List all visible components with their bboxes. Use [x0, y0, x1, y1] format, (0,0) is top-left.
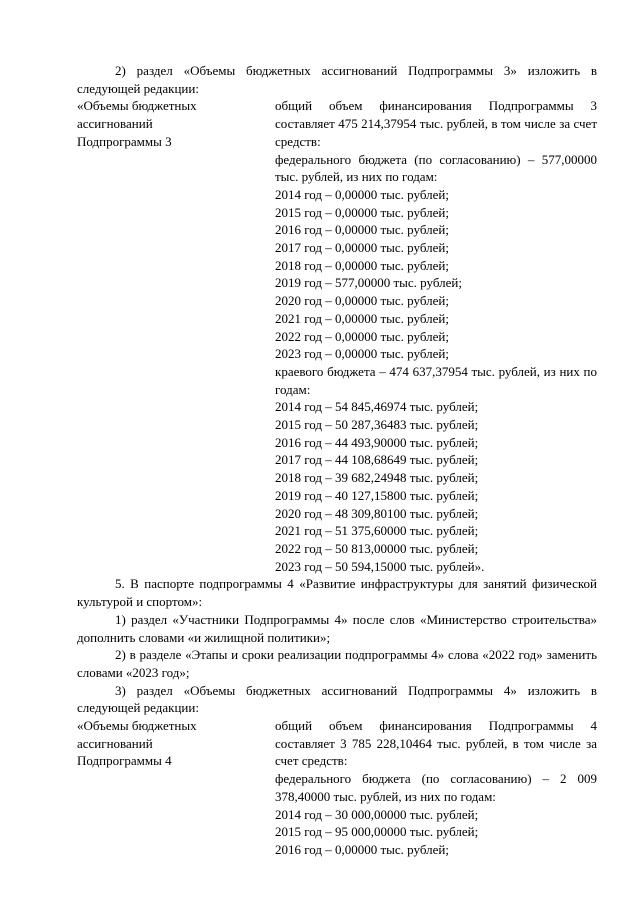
year-line: 2016 год – 44 493,90000 тыс. рублей; — [275, 434, 479, 450]
table-label-p4 — [77, 717, 275, 859]
label-line: «Объемы бюджетных — [77, 98, 197, 114]
budget-table-p3 — [77, 97, 597, 575]
budget-table-p4 — [77, 717, 597, 859]
year-line: 2015 год – 95 000,00000 тыс. рублей; — [275, 824, 479, 840]
total-financing-text: общий объем финансирования Подпрограммы 3 составляет 475 214,37954 тыс. рублей, в том числе за счет средств: — [275, 98, 597, 149]
year-line: 2020 год – 48 309,80100 тыс. рублей; — [275, 505, 479, 521]
label-line: «Объемы бюджетных — [77, 718, 197, 734]
year-line: 2023 год – 50 594,15000 тыс. рублей». — [275, 558, 485, 574]
table-label-p3 — [77, 97, 275, 575]
year-line: 2021 год – 0,00000 тыс. рублей; — [275, 310, 449, 326]
federal-budget-heading: федерального бюджета (по согласованию) – 2 009 378,40000 тыс. рублей, из них по годам: — [275, 771, 597, 804]
paragraph-5-item-2: 2) в разделе «Этапы и сроки реализации подпрограммы 4» слова «2022 год» заменить словами «2023 год»; — [77, 647, 597, 680]
year-line: 2014 год – 54 845,46974 тыс. рублей; — [275, 399, 479, 415]
year-line: 2016 год – 0,00000 тыс. рублей; — [275, 841, 449, 857]
year-line: 2015 год – 50 287,36483 тыс. рублей; — [275, 417, 479, 433]
year-line: 2020 год – 0,00000 тыс. рублей; — [275, 293, 449, 309]
intro-paragraph-p3: 2) раздел «Объемы бюджетных ассигнований Подпрограммы 3» изложить в следующей редакции: — [77, 63, 597, 96]
table-content-p3 — [275, 97, 597, 575]
table-content-p4 — [275, 717, 597, 859]
year-line: 2022 год – 50 813,00000 тыс. рублей; — [275, 540, 479, 556]
paragraph-5-item-3: 3) раздел «Объемы бюджетных ассигнований Подпрограммы 4» изложить в следующей редакции: — [77, 682, 597, 716]
year-line: 2021 год – 51 375,60000 тыс. рублей; — [275, 523, 479, 539]
year-line: 2019 год – 40 127,15800 тыс. рублей; — [275, 487, 479, 503]
document-page — [77, 62, 597, 859]
label-line: Подпрограммы 3 — [77, 133, 172, 149]
label-line: ассигнований — [77, 116, 153, 132]
year-line: 2017 год – 0,00000 тыс. рублей; — [275, 240, 449, 256]
year-line: 2018 год – 0,00000 тыс. рублей; — [275, 257, 449, 273]
year-line: 2017 год – 44 108,68649 тыс. рублей; — [275, 452, 479, 468]
year-line: 2023 год – 0,00000 тыс. рублей; — [275, 346, 449, 362]
year-line: 2022 год – 0,00000 тыс. рублей; — [275, 328, 449, 344]
paragraph-5-item-1: 1) раздел «Участники Подпрограммы 4» после слов «Министерство строительства» дополнить словами «и жилищной политики»; — [77, 611, 597, 645]
regional-budget-heading: краевого бюджета – 474 637,37954 тыс. рублей, из них по годам: — [275, 363, 597, 397]
label-line: Подпрограммы 4 — [77, 753, 172, 769]
paragraph-5: 5. В паспорте подпрограммы 4 «Развитие инфраструктуры для занятий физической культурой и спортом»: — [77, 576, 597, 610]
federal-budget-heading: федерального бюджета (по согласованию) – 577,00000 тыс. рублей, из них по годам: — [275, 151, 597, 185]
label-line: ассигнований — [77, 735, 153, 751]
total-financing-text: общий объем финансирования Подпрограммы 4 составляет 3 785 228,10464 тыс. рублей, в том числе за счет средств: — [275, 718, 597, 769]
year-line: 2014 год – 30 000,00000 тыс. рублей; — [275, 806, 479, 822]
year-line: 2015 год – 0,00000 тыс. рублей; — [275, 204, 449, 220]
year-line: 2016 год – 0,00000 тыс. рублей; — [275, 222, 449, 238]
year-line: 2018 год – 39 682,24948 тыс. рублей; — [275, 470, 479, 486]
year-line: 2019 год – 577,00000 тыс. рублей; — [275, 275, 462, 291]
year-line: 2014 год – 0,00000 тыс. рублей; — [275, 186, 449, 202]
